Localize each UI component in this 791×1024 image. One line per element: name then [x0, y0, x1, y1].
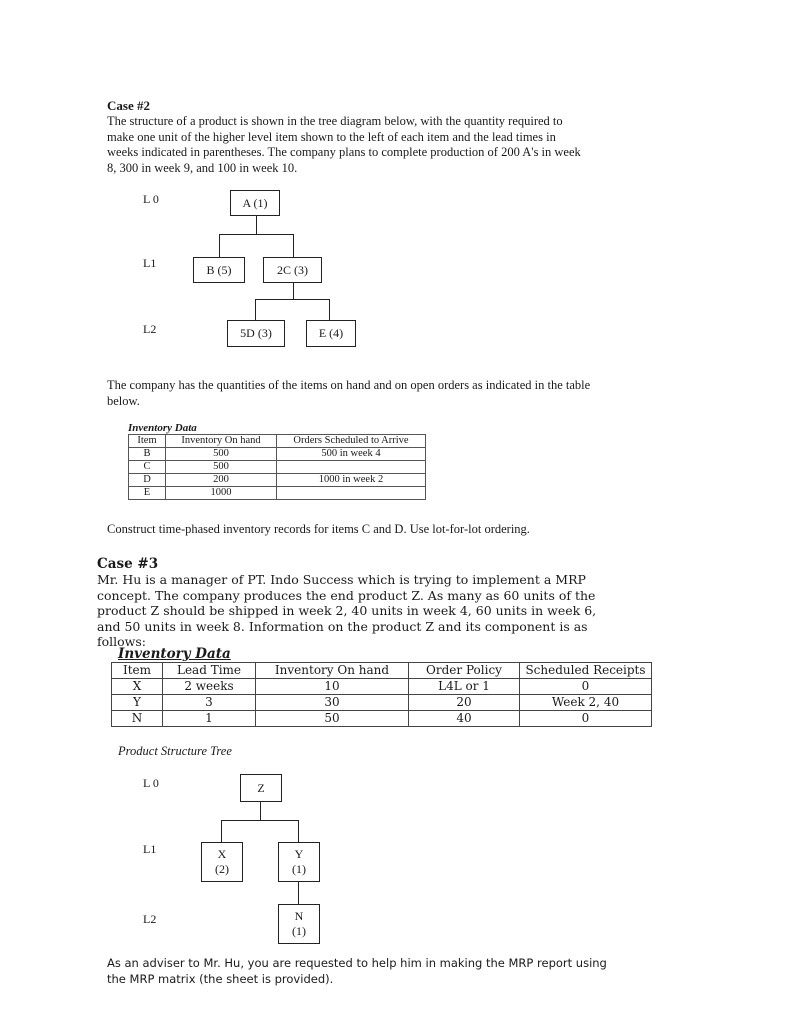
table-header-row	[112, 663, 652, 679]
header-on-hand: Inventory On hand	[166, 435, 277, 448]
case3-connector	[221, 820, 222, 842]
header-on-hand: Inventory On hand	[256, 663, 409, 679]
case2-connector	[219, 234, 220, 257]
cell-order-policy: 20	[409, 695, 520, 711]
cell-item: D	[129, 474, 166, 487]
case3-node-n	[278, 904, 320, 944]
case3-level-0: L 0	[143, 776, 159, 790]
cell-on-hand: 50	[256, 711, 409, 727]
cell-item: N	[112, 711, 163, 727]
cell-orders: 500 in week 4	[277, 448, 426, 461]
case2-heading: Case #2	[107, 98, 150, 113]
header-order-policy: Order Policy	[409, 663, 520, 679]
header-item: Item	[112, 663, 163, 679]
case2-node-c: 2C (3)	[263, 257, 322, 283]
case2-connector	[255, 299, 330, 300]
cell-orders: 1000 in week 2	[277, 474, 426, 487]
case2-node-e: E (4)	[306, 320, 356, 347]
node-y-qty: (1)	[292, 862, 306, 876]
table-row	[129, 448, 426, 461]
cell-scheduled-receipts: 0	[520, 711, 652, 727]
case2-node-b: B (5)	[193, 257, 245, 283]
cell-on-hand: 500	[166, 448, 277, 461]
cell-on-hand: 200	[166, 474, 277, 487]
cell-item: E	[129, 487, 166, 500]
cell-scheduled-receipts: 0	[520, 679, 652, 695]
table-row	[112, 695, 652, 711]
case3-closing: As an adviser to Mr. Hu, you are requested to help him in making the MRP report using the MRP matrix (the sheet is provided).	[107, 956, 607, 986]
case2-level-0: L 0	[143, 192, 159, 206]
cell-on-hand: 10	[256, 679, 409, 695]
table-row	[112, 711, 652, 727]
cell-orders	[277, 461, 426, 474]
case2-connector	[255, 299, 256, 320]
cell-item: Y	[112, 695, 163, 711]
table-row	[129, 474, 426, 487]
header-lead-time: Lead Time	[163, 663, 256, 679]
cell-order-policy: L4L or 1	[409, 679, 520, 695]
case3-connector	[221, 820, 299, 821]
table-row	[112, 679, 652, 695]
cell-lead-time: 3	[163, 695, 256, 711]
case2-level-2: L2	[143, 322, 157, 336]
case3-level-2: L2	[143, 912, 157, 926]
case3-connector	[298, 820, 299, 842]
case2-connector	[219, 234, 294, 235]
case2-paragraph: The structure of a product is shown in the tree diagram below, with the quantity required to make one unit of the higher level item shown to the left of each item and the lead times in weeks indicated in parentheses. The company plans to complete production of 200 A's in week 8, 300 in week 9, and 100 in week 10.	[107, 114, 581, 175]
case2-instruction: Construct time-phased inventory records for items C and D. Use lot-for-lot ordering.	[107, 522, 530, 536]
case2-connector	[293, 283, 294, 299]
case2-table-title: Inventory Data	[128, 422, 197, 434]
case3-paragraph: Mr. Hu is a manager of PT. Indo Success which is trying to implement a MRP concept. The company produces the end product Z. As many as 60 units of the product Z should be shipped in week 2, 40 units in week 4, 60 units in week 6, and 50 units in week 8. Information on the product Z and its component is as follows:	[97, 572, 597, 649]
case3-node-z: Z	[240, 774, 282, 802]
case3-level-1: L1	[143, 842, 157, 856]
cell-orders	[277, 487, 426, 500]
node-n-qty: (1)	[292, 924, 306, 938]
header-orders: Orders Scheduled to Arrive	[277, 435, 426, 448]
case3-node-x	[201, 842, 243, 882]
case3-connector	[260, 802, 261, 820]
header-scheduled-receipts: Scheduled Receipts	[520, 663, 652, 679]
node-n-name: N	[294, 909, 304, 923]
case3-node-y	[278, 842, 320, 882]
case3-heading: Case #3	[97, 556, 159, 572]
case2-node-a: A (1)	[230, 190, 280, 216]
cell-scheduled-receipts: Week 2, 40	[520, 695, 652, 711]
case3-connector	[298, 882, 299, 904]
node-x-name: X	[217, 847, 227, 861]
cell-on-hand: 1000	[166, 487, 277, 500]
case2-connector	[293, 234, 294, 257]
cell-on-hand: 30	[256, 695, 409, 711]
table-row	[129, 461, 426, 474]
cell-item: X	[112, 679, 163, 695]
node-x-qty: (2)	[215, 862, 229, 876]
case3-tree-title: Product Structure Tree	[118, 744, 232, 758]
case2-connector	[256, 216, 257, 234]
case2-connector	[329, 299, 330, 320]
case2-node-d: 5D (3)	[227, 320, 285, 347]
node-y-name: Y	[294, 847, 304, 861]
case2-paragraph-2: The company has the quantities of the items on hand and on open orders as indicated in the table below.	[107, 378, 591, 408]
case3-table-title: Inventory Data	[118, 646, 231, 662]
header-item: Item	[129, 435, 166, 448]
cell-on-hand: 500	[166, 461, 277, 474]
case2-level-1: L1	[143, 256, 157, 270]
cell-lead-time: 1	[163, 711, 256, 727]
cell-lead-time: 2 weeks	[163, 679, 256, 695]
cell-item: C	[129, 461, 166, 474]
case2-inventory-table	[128, 434, 426, 500]
table-header-row	[129, 435, 426, 448]
table-row	[129, 487, 426, 500]
cell-item: B	[129, 448, 166, 461]
case3-inventory-table	[111, 662, 652, 727]
cell-order-policy: 40	[409, 711, 520, 727]
